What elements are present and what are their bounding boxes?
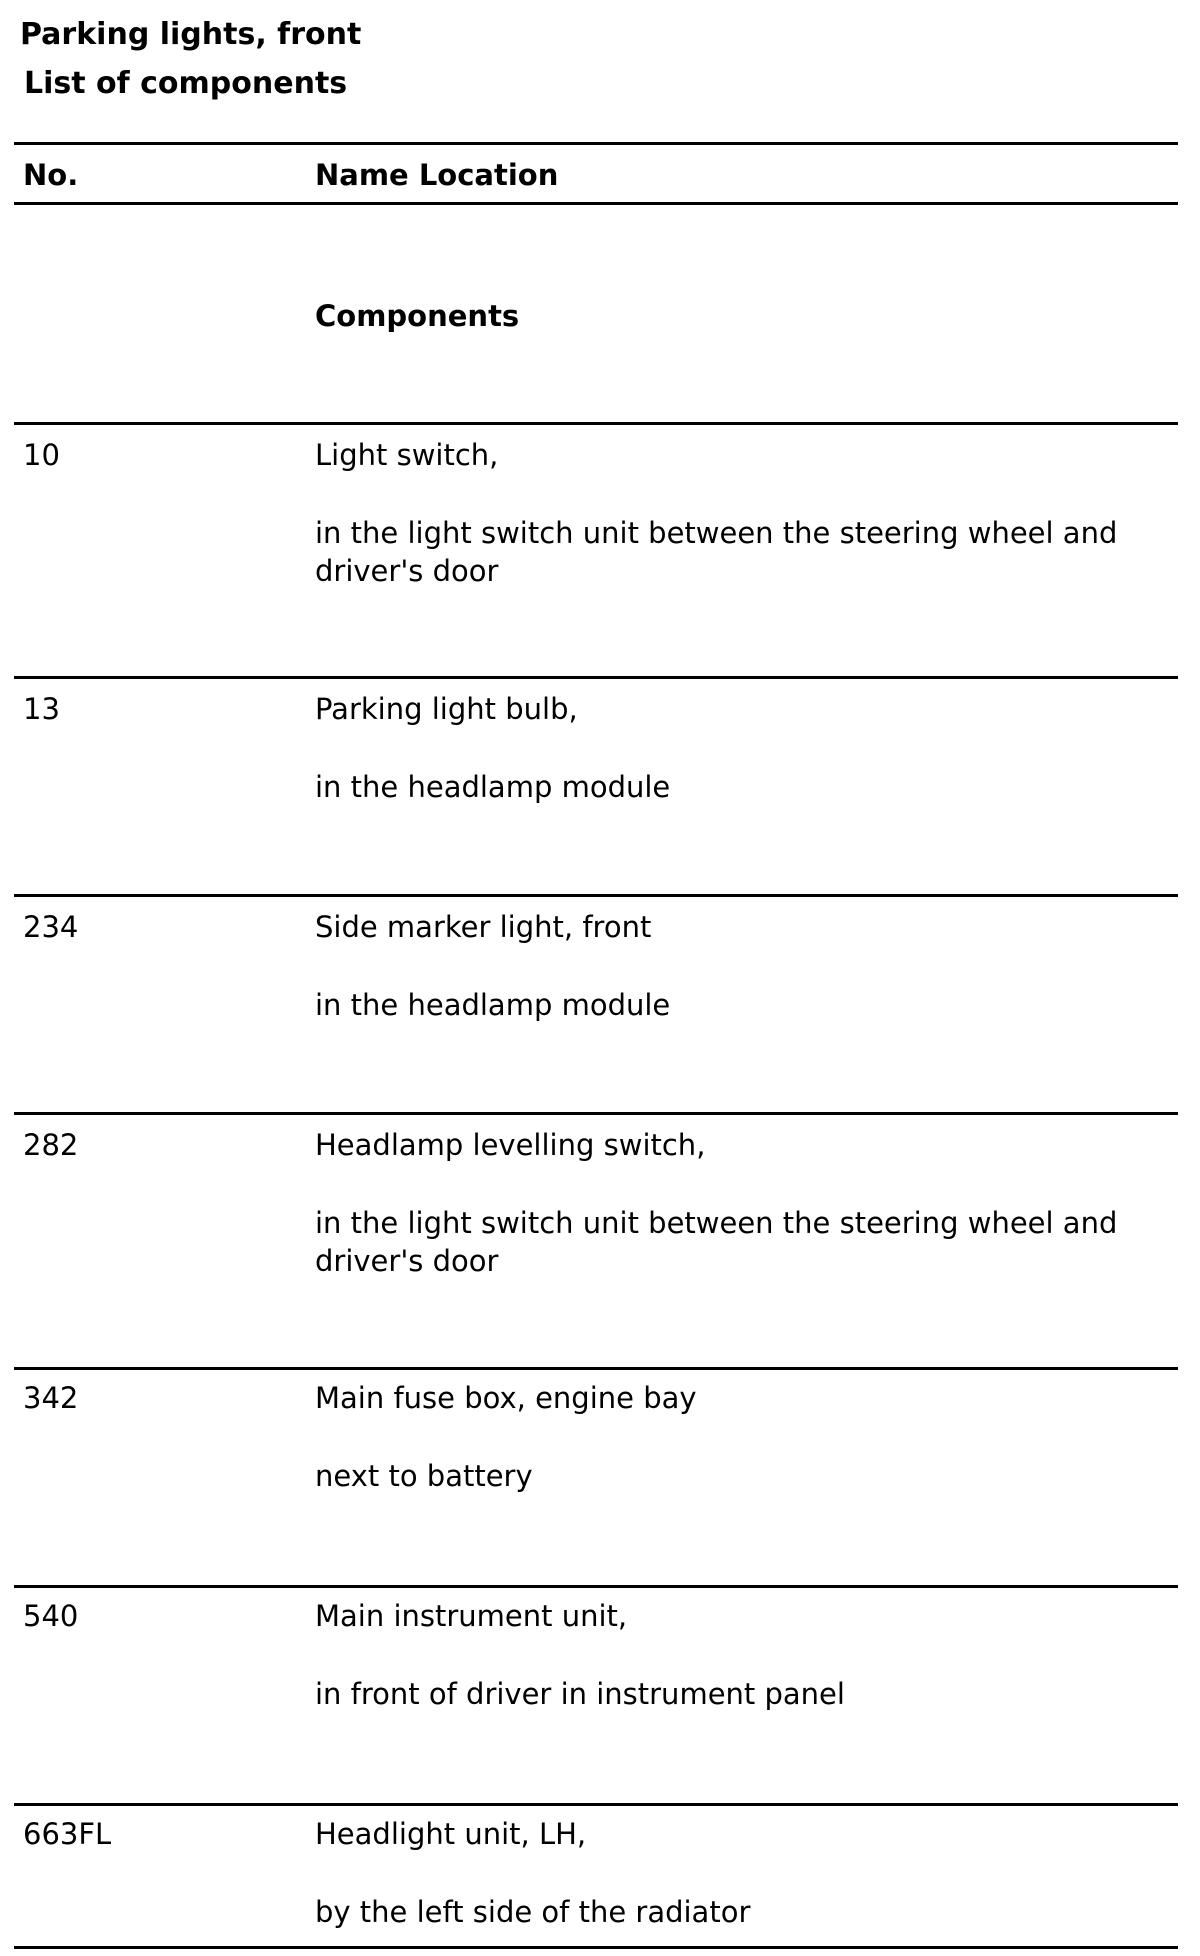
component-name: Main fuse box, engine bay	[315, 1381, 697, 1415]
page-title: Parking lights, front	[20, 17, 362, 52]
table-bottom-rule	[14, 1946, 1178, 1949]
component-number: 282	[23, 1128, 79, 1162]
column-header-no: No.	[23, 158, 79, 192]
section-heading: Components	[315, 299, 520, 333]
component-name: Main instrument unit,	[315, 1599, 628, 1633]
row-divider	[14, 676, 1178, 679]
component-number: 540	[23, 1599, 79, 1633]
component-name: Side marker light, front	[315, 910, 652, 944]
row-divider	[14, 1112, 1178, 1115]
component-name: Headlight unit, LH,	[315, 1817, 587, 1851]
table-top-rule	[14, 142, 1178, 145]
component-number: 342	[23, 1381, 79, 1415]
header-bottom-rule	[14, 202, 1178, 205]
row-divider	[14, 1367, 1178, 1370]
component-name: Light switch,	[315, 438, 499, 472]
component-location: in the headlamp module	[315, 770, 671, 804]
row-divider	[14, 1803, 1178, 1806]
component-location: in the light switch unit between the steering wheel and driver's door	[315, 1206, 1118, 1278]
row-divider	[14, 422, 1178, 425]
component-location: next to battery	[315, 1459, 533, 1493]
row-divider	[14, 894, 1178, 897]
component-location: by the left side of the radiator	[315, 1895, 751, 1929]
component-number: 10	[23, 438, 60, 472]
component-location: in front of driver in instrument panel	[315, 1677, 845, 1711]
component-name: Parking light bulb,	[315, 692, 578, 726]
component-number: 234	[23, 910, 79, 944]
component-location: in the headlamp module	[315, 988, 671, 1022]
component-name: Headlamp levelling switch,	[315, 1128, 706, 1162]
column-header-name-location: Name Location	[315, 158, 559, 192]
component-number: 663FL	[23, 1817, 112, 1851]
page-subtitle: List of components	[24, 66, 348, 101]
component-number: 13	[23, 692, 60, 726]
row-divider	[14, 1585, 1178, 1588]
component-location: in the light switch unit between the steering wheel and driver's door	[315, 516, 1118, 588]
